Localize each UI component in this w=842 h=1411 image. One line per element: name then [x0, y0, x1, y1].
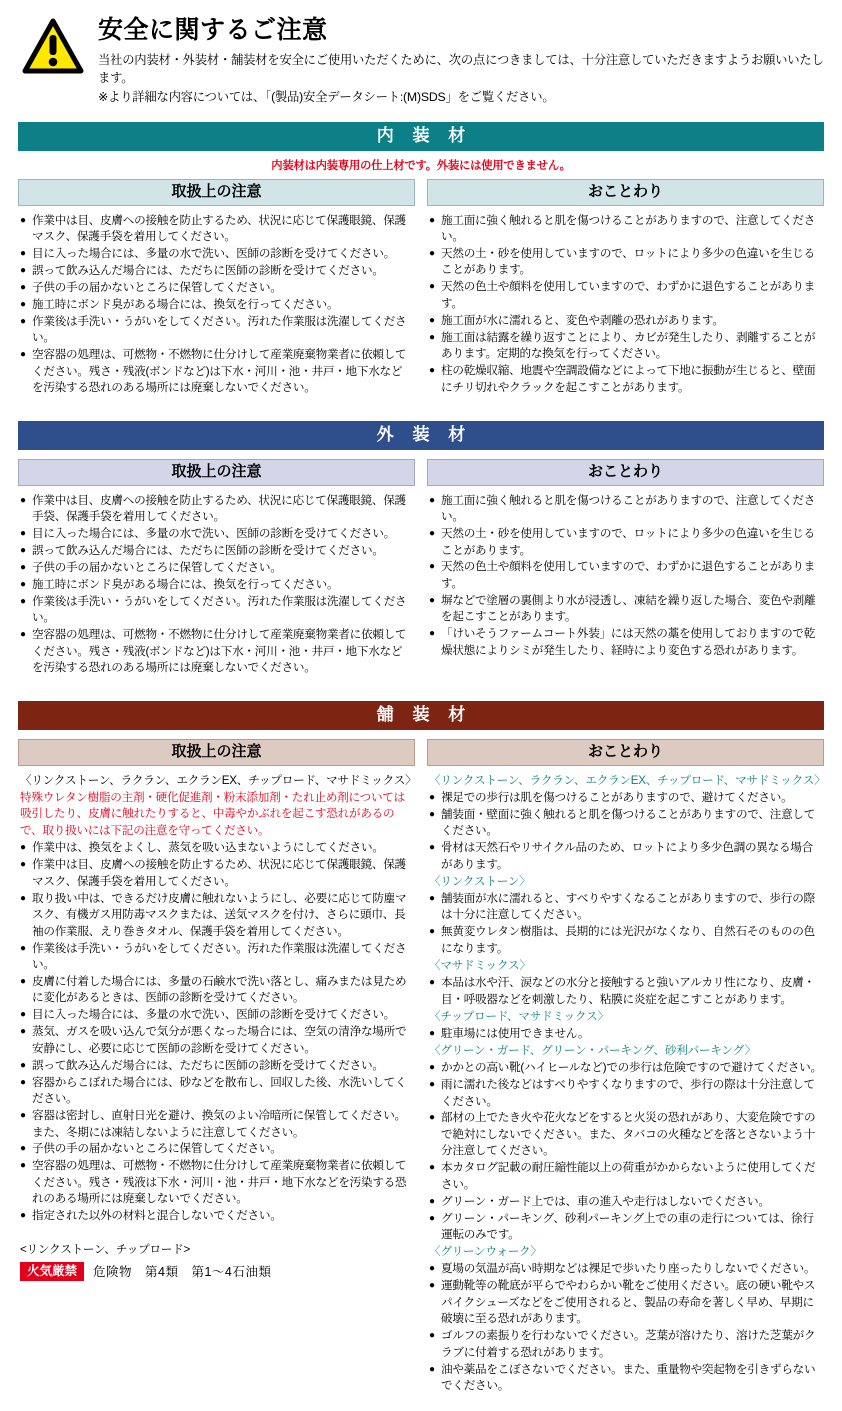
notice-list: [427, 206, 824, 396]
list-item: ● 駐車場には使用できません。: [429, 1026, 822, 1042]
list-item: ● 舗装面・壁面に強く触れると肌を傷つけることがありますので、注意してください。: [429, 807, 822, 840]
list-item: ● 天然の色土や顔料を使用していますので、わずかに退色することがあります。: [429, 559, 822, 592]
product-group-caption: 〈マサドミックス〉: [429, 958, 531, 972]
list-item: ● 油や薬品をこぼさないでください。また、重量物や突起物を引きずらないでください。: [429, 1362, 822, 1395]
list-item: ● 本品は水や汗、涙などの水分と接触すると強いアルカリ性になり、皮膚・目・呼吸器などを刺激したり、粘膜に炎症を起こすことがあります。: [429, 975, 822, 1008]
list-item: ● 裸足での歩行は肌を傷つけることがありますので、避けてください。: [429, 790, 822, 806]
product-group-caption: 〈リンクストーン、ラクラン、エクランEX、チップロード、マサドミックス〉: [20, 773, 417, 787]
list-item: ● 皮膚に付着した場合には、多量の石鹸水で洗い落とし、痛みまたは見ために変化があるときは、医師の診断を受けてください。: [20, 974, 413, 1007]
hazard-block: [18, 1241, 415, 1281]
list-item: ● 作業後は手洗い・うがいをしてください。汚れた作業服は洗濯してください。: [20, 941, 413, 974]
column-left: [18, 179, 415, 397]
list-item: ● 部材の上でたき火や花火などをすると火災の恐れがあり、大変危険ですので絶対にしないでください。また、タバコの火種などを落とさないよう十分注意してください。: [429, 1110, 822, 1159]
list-item: ● 施工時にボンド臭がある場合には、換気を行ってください。: [20, 577, 413, 593]
section-band-title: 内 装 材: [18, 122, 824, 151]
list-item: ● 無黄変ウレタン樹脂は、長期的には光沢がなくなり、自然石そのものの色になります。: [429, 924, 822, 957]
list-item: ● 本カタログ記載の耐圧縮性能以上の荷重がかからないように使用してください。: [429, 1160, 822, 1193]
list-item: ● 誤って飲み込んだ場合には、ただちに医師の診断を受けてください。: [20, 263, 413, 279]
column-left: [18, 739, 415, 1281]
list-item: ● 天然の色土や顔料を使用していますので、わずかに退色することがあります。: [429, 279, 822, 312]
list-item: ● 骨材は天然石やリサイクル品のため、ロットにより多少色調の異なる場合があります。: [429, 840, 822, 873]
list-item: ● 施工時にボンド臭がある場合には、換気を行ってください。: [20, 297, 413, 313]
list-item: ● 作業後は手洗い・うがいをしてください。汚れた作業服は洗濯してください。: [20, 594, 413, 627]
list-item: ● 作業中は目、皮膚への接触を防止するため、状況に応じて保護眼鏡、保護マスク、保護手袋を着用してください。: [20, 857, 413, 890]
column-subheader: おことわり: [427, 739, 824, 766]
list-item: ● 指定された以外の材料と混合しないでください。: [20, 1208, 413, 1224]
list-item: ● 塀などで塗層の裏側より水が浸透し、凍結を繰り返した場合、変色や剥離を起こすことがあります。: [429, 593, 822, 626]
list-item: ● 空容器の処理は、可燃物・不燃物に仕分けして産業廃棄物業者に依頼してください。残さ・残液は下水・河川・池・井戸・地下水などを汚染する恐れのある場所には廃棄しないでください。: [20, 1158, 413, 1207]
sections-container: [18, 122, 824, 1411]
list-item: ● 「けいそうファームコート外装」には天然の藁を使用しておりますので乾燥状態によりシミが発生したり、経時により変色する恐れがあります。: [429, 626, 822, 659]
section-spacer: [18, 397, 824, 413]
list-item: ● 天然の土・砂を使用していますので、ロットにより多少の色違いを生じることがあります。: [429, 246, 822, 279]
hazard-caption: <リンクストーン、チップロード>: [20, 1242, 190, 1256]
list-item: ● 作業後は手洗い・うがいをしてください。汚れた作業服は洗濯してください。: [20, 314, 413, 347]
two-column-layout: [18, 739, 824, 1395]
list-item: ● 子供の手の届かないところに保管してください。: [20, 560, 413, 576]
notice-list: [18, 486, 415, 677]
list-item: ● かかとの高い靴(ハイヒールなど)での歩行は危険ですので避けてください。: [429, 1060, 822, 1076]
two-column-layout: [18, 459, 824, 677]
list-item: ● 施工面は結露を繰り返すことにより、カビが発生したり、剥離することがあります。定期的な換気を行ってください。: [429, 330, 822, 363]
hazard-classification-text: 危険物 第4類 第1〜4石油類: [93, 1265, 272, 1280]
list-item: ● 作業中は、換気をよくし、蒸気を吸い込まないようにしてください。: [20, 840, 413, 856]
notice-list: [427, 766, 824, 1395]
list-item: ● 目に入った場合には、多量の水で洗い、医師の診断を受けてください。: [20, 526, 413, 542]
notice-list: [18, 766, 415, 1225]
header-line-2: ※より詳細な内容については、「(製品)安全データシート:(M)SDS」をご覧ください。: [98, 89, 555, 104]
list-item: ● 夏場の気温が高い時期などは裸足で歩いたり座ったりしないでください。: [429, 1261, 822, 1277]
column-right: [427, 739, 824, 1395]
page-title: 安全に関するご注意: [98, 16, 328, 44]
column-subheader: おことわり: [427, 179, 824, 206]
list-item: ● 空容器の処理は、可燃物・不燃物に仕分けして産業廃棄物業者に依頼してください。残さ・残液(ボンドなど)は下水・河川・池・井戸・地下水などを汚染する恐れのある場所には廃棄しないでください。: [20, 627, 413, 676]
notice-list: [18, 206, 415, 397]
section-band-title: 舗 装 材: [18, 701, 824, 730]
band-spacer: [18, 450, 824, 459]
list-item: ● グリーン・パーキング、砂利パーキング上での車の走行については、徐行運転のみです。: [429, 1211, 822, 1244]
warning-paragraph: 特殊ウレタン樹脂の主剤・硬化促進剤・粉末添加剤・たれ止め剤については吸引したり、皮膚に触れたりすると、中毒やかぶれを起こす恐れがあるので、取り扱いには下記の注意を守ってください。: [20, 790, 405, 837]
column-right: [427, 179, 824, 397]
section-note: 内装材は内装専用の仕上材です。外装には使用できません。: [271, 159, 571, 172]
column-subheader: 取扱上の注意: [18, 459, 415, 486]
list-item: ● 施工面が水に濡れると、変色や剥離の恐れがあります。: [429, 313, 822, 329]
column-subheader: 取扱上の注意: [18, 739, 415, 766]
list-item: ● 作業中は目、皮膚への接触を防止するため、状況に応じて保護眼鏡、保護手袋、保護手袋を着用してください。: [20, 493, 413, 526]
list-item: ● 施工面に強く触れると肌を傷つけることがありますので、注意してください。: [429, 493, 822, 526]
product-group-caption: 〈グリーン・ガード、グリーン・パーキング、砂利パーキング〉: [429, 1043, 756, 1057]
column-right: [427, 459, 824, 660]
document-header: [18, 0, 824, 114]
product-group-caption: 〈グリーンウォーク〉: [429, 1245, 542, 1259]
section-band-title: 外 装 材: [18, 421, 824, 450]
section-spacer: [18, 1395, 824, 1411]
list-item: ● 作業中は目、皮膚への接触を防止するため、状況に応じて保護眼鏡、保護マスク、保護手袋を着用してください。: [20, 213, 413, 246]
header-text-block: [98, 14, 824, 106]
list-item: ● 目に入った場合には、多量の水で洗い、医師の診断を受けてください。: [20, 246, 413, 262]
list-item: ● グリーン・ガード上では、車の進入や走行はしないでください。: [429, 1194, 822, 1210]
section-spacer: [18, 677, 824, 693]
list-item: ● 誤って飲み込んだ場合には、ただちに医師の診断を受けてください。: [20, 543, 413, 559]
list-item: ● 舗装面が水に濡れると、すべりやすくなることがありますので、歩行の際は十分に注意してください。: [429, 891, 822, 924]
column-left: [18, 459, 415, 677]
product-group-caption: 〈リンクストーン、ラクラン、エクランEX、チップロード、マサドミックス〉: [429, 773, 826, 787]
two-column-layout: [18, 179, 824, 397]
product-group-caption: 〈チップロード、マサドミックス〉: [429, 1009, 609, 1023]
list-item: ● 天然の土・砂を使用していますので、ロットにより多少の色違いを生じることがあります。: [429, 526, 822, 559]
section-interior: [18, 122, 824, 413]
section-exterior: [18, 421, 824, 693]
column-subheader: おことわり: [427, 459, 824, 486]
warning-triangle-icon: [22, 18, 84, 76]
list-item: ● 空容器の処理は、可燃物・不燃物に仕分けして産業廃棄物業者に依頼してください。残さ・残液(ボンドなど)は下水・河川・池・井戸・地下水などを汚染する恐れのある場所には廃棄しないでください。: [20, 347, 413, 396]
header-line-1: 当社の内装材・外装材・舗装材を安全にご使用いただくために、次の点につきましては、十分注意していただきますようお願いいたします。: [98, 52, 824, 86]
list-item: ● 雨に濡れた後などはすべりやすくなりますので、歩行の際は十分注意してください。: [429, 1077, 822, 1110]
list-item: ● 容器からこぼれた場合には、砂などを散布し、回収した後、水洗いしてください。: [20, 1075, 413, 1108]
band-spacer: [18, 730, 824, 739]
product-group-caption: 〈リンクストーン〉: [429, 874, 531, 888]
hazard-row: [20, 1262, 415, 1281]
list-item: ● 容器は密封し、直射日光を避け、換気のよい冷暗所に保管してください。また、冬期には凍結しないように注意してください。: [20, 1108, 413, 1141]
list-item: ● 柱の乾燥収縮、地震や空調設備などによって下地に振動が生じると、壁面にチリ切れやクラックを起こすことがあります。: [429, 363, 822, 396]
list-item: ● 誤って飲み込んだ場合には、ただちに医師の診断を受けてください。: [20, 1058, 413, 1074]
section-paving: [18, 701, 824, 1411]
list-item: ● ゴルフの素振りを行わないでください。芝葉が溶けたり、溶けた芝葉がクラブに付着する恐れがあります。: [429, 1328, 822, 1361]
no-open-flame-badge: 火気厳禁: [20, 1262, 84, 1281]
notice-list: [427, 486, 824, 660]
list-item: ● 蒸気、ガスを吸い込んで気分が悪くなった場合には、空気の清浄な場所で安静にし、必要に応じて医師の診断を受けてください。: [20, 1024, 413, 1057]
column-subheader: 取扱上の注意: [18, 179, 415, 206]
list-item: ● 子供の手の届かないところに保管してください。: [20, 1141, 413, 1157]
list-item: ● 施工面に強く触れると肌を傷つけることがありますので、注意してください。: [429, 213, 822, 246]
list-item: ● 子供の手の届かないところに保管してください。: [20, 280, 413, 296]
list-item: ● 目に入った場合には、多量の水で洗い、医師の診断を受けてください。: [20, 1007, 413, 1023]
list-item: ● 取り扱い中は、できるだけ皮膚に触れないようにし、必要に応じて防塵マスク、有機ガス用防毒マスクまたは、送気マスクを付け、さらに頭巾、長袖の作業服、えり巻きタオル、保護手袋を着用してください。: [20, 891, 413, 940]
list-item: ● 運動靴等の靴底が平らでやわらかい靴をご使用ください。底の硬い靴やスパイクシューズなどをご使用されると、製品の寿命を著しく早め、早期に破壊に至る恐れがあります。: [429, 1278, 822, 1327]
